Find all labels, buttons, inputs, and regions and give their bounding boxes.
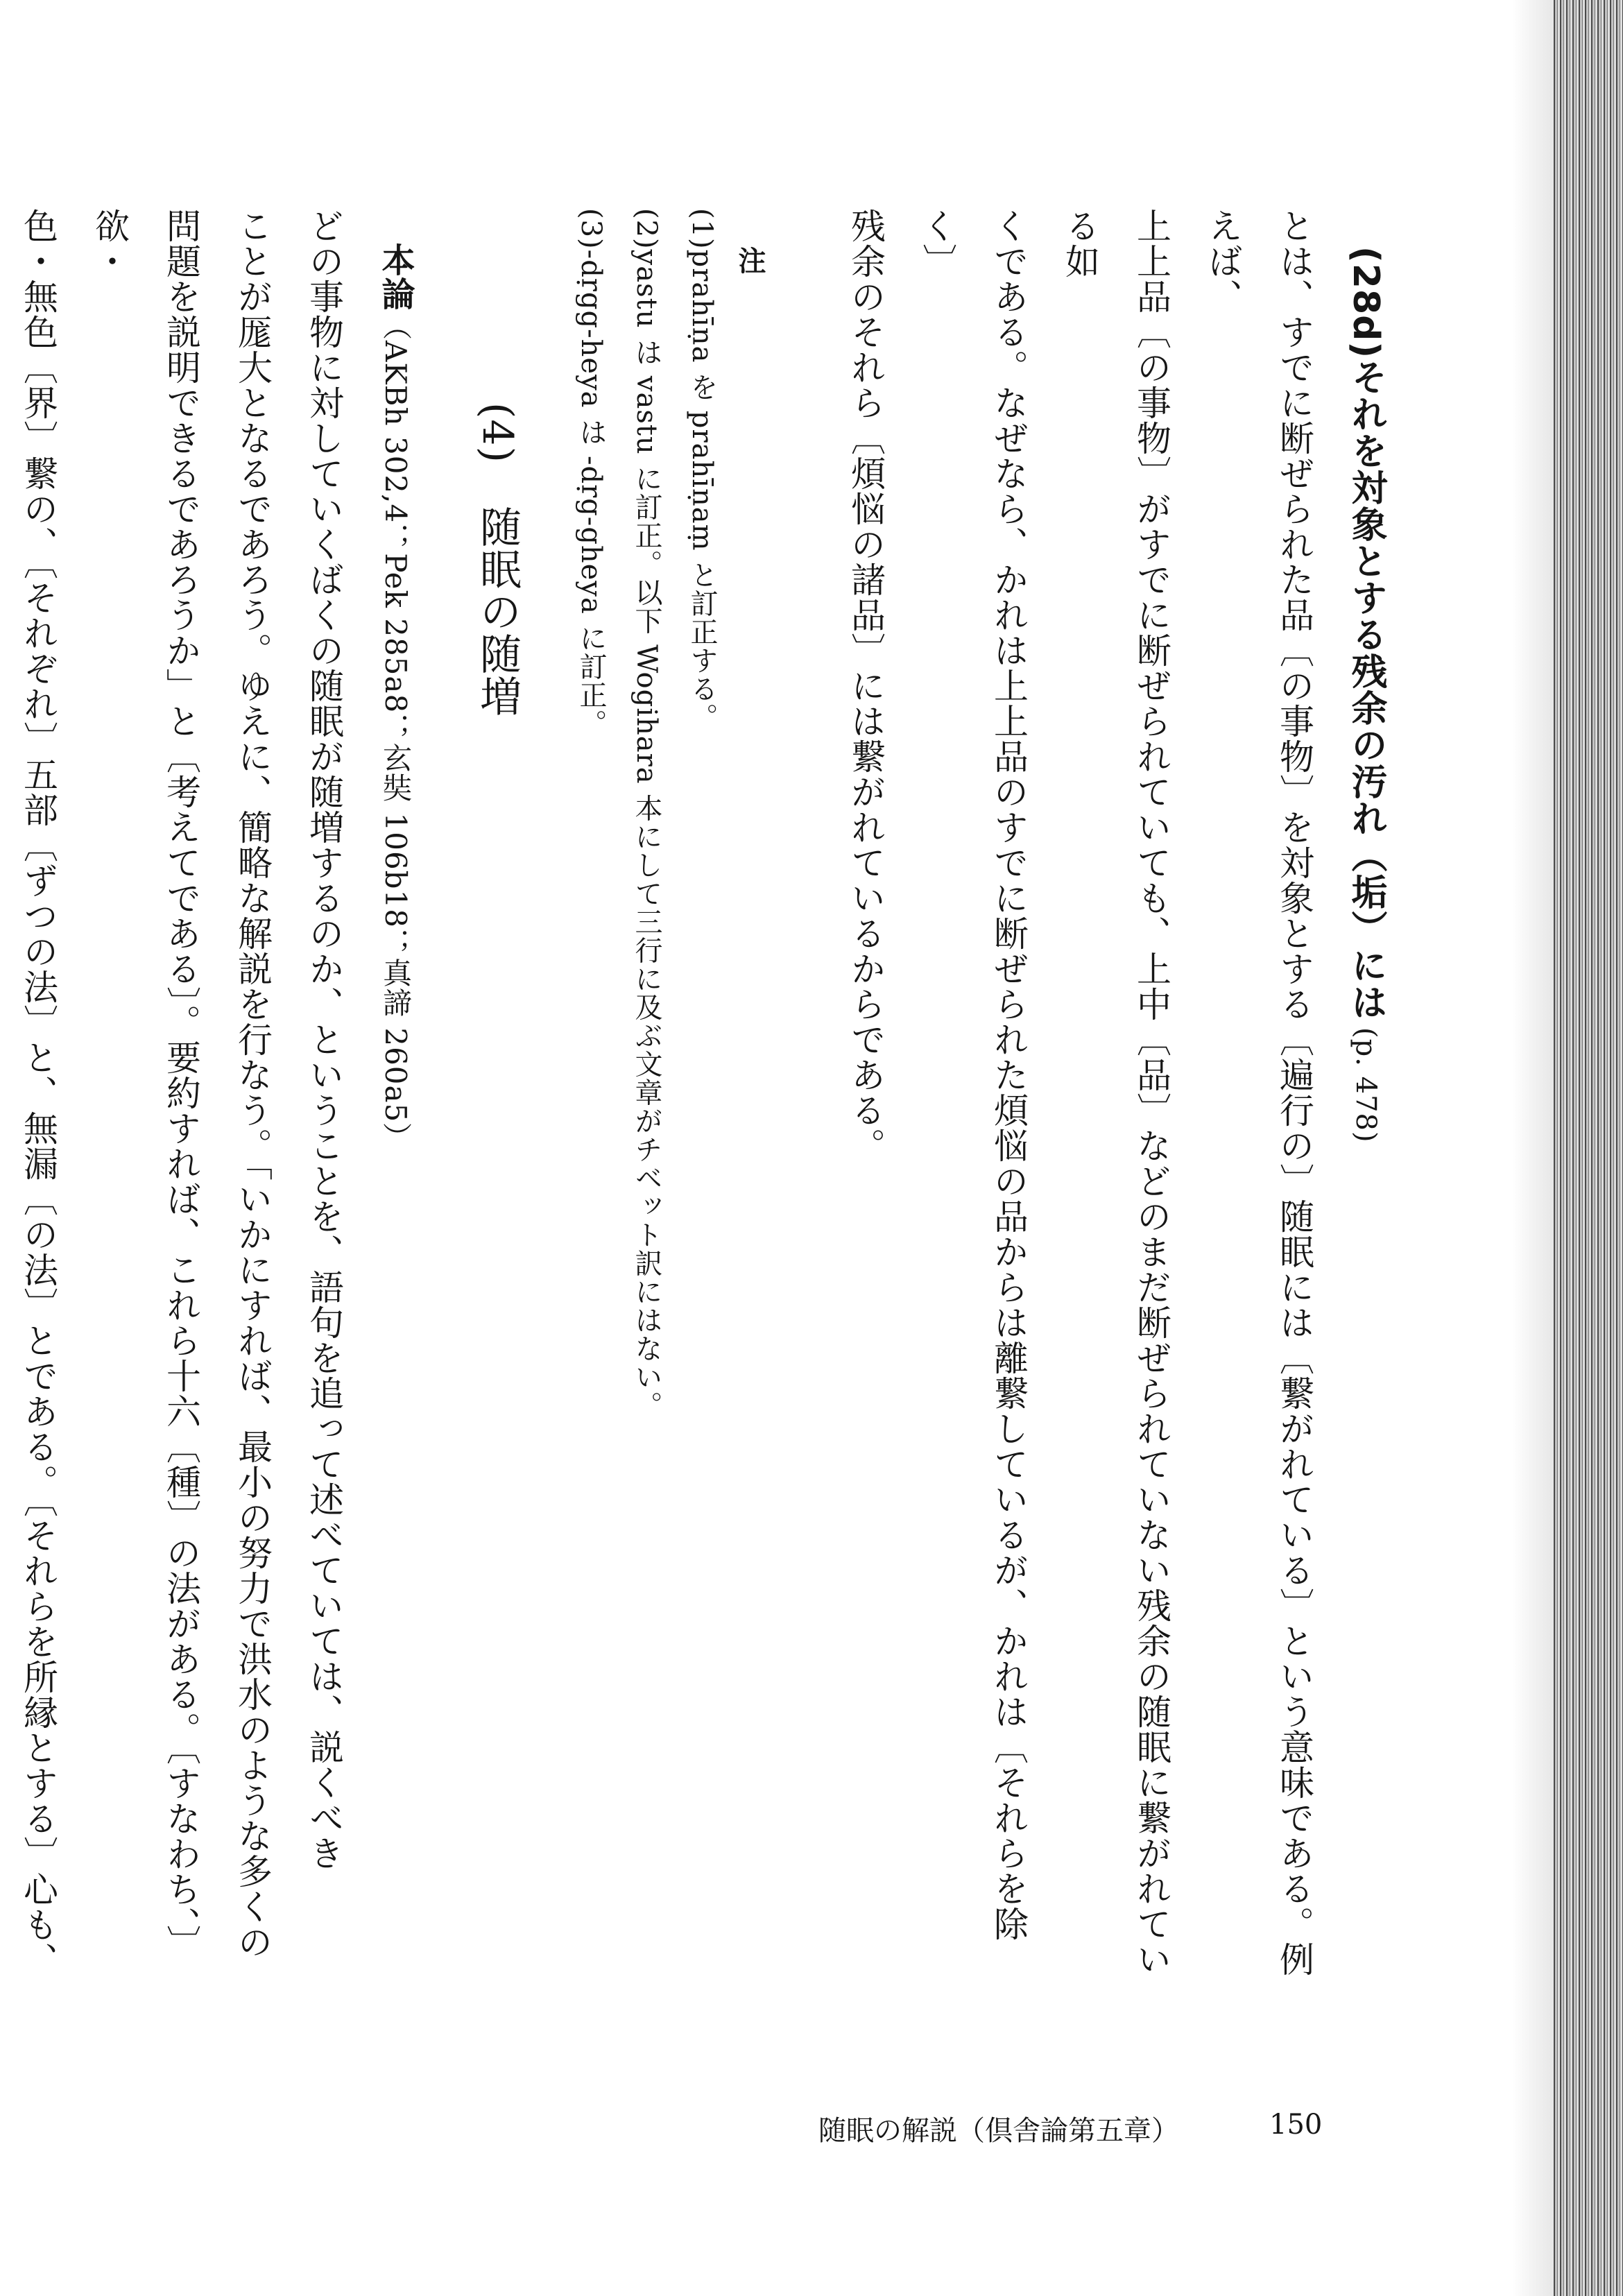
column-gap xyxy=(785,208,830,1984)
main-body xyxy=(0,208,359,1984)
note-number: (3) xyxy=(575,208,607,250)
verse-commentary xyxy=(830,208,1330,1984)
note-number: (1) xyxy=(686,208,718,250)
notes-list xyxy=(563,208,730,1984)
verse-page-ref: (p. 478) xyxy=(1350,1027,1382,1143)
book-gutter xyxy=(1554,0,1623,2296)
body-line: どの事物に対していくばくの随眠が随増するのか、ということを、語句を追って述べていては、説くべき xyxy=(304,208,344,1871)
note-item xyxy=(619,208,674,1984)
note-item xyxy=(674,208,730,1984)
verse-number: (28d) xyxy=(1345,246,1386,359)
note-text: -dṛgg-heya は -dṛg-gheya に訂正。 xyxy=(575,249,607,738)
commentary-line: 残余のそれら〔煩悩の諸品〕には繋がれているからである。 xyxy=(845,208,886,1163)
gutter-shadow xyxy=(1512,0,1554,2296)
note-text: prahīṇa を prahīṇaṃ と訂正する。 xyxy=(686,249,718,732)
running-head: 随眠の解説（倶舎論第五章） xyxy=(818,2115,1179,2147)
verse-heading-28d xyxy=(1330,208,1401,1984)
honron-heading xyxy=(359,208,431,1984)
note-text: yastu は vastu に訂正。以下 Wogihara 本にして三行に及ぶ文章がチベット訳にはない。 xyxy=(630,249,662,1420)
body-line: 色・無色〔界〕繋の、〔それぞれ〕五部〔ずつの法〕と、無漏〔の法〕とである。〔それらを所縁とする〕心も、 xyxy=(18,208,58,1978)
page-footer xyxy=(0,2109,1623,2150)
section-heading: (4) 随眠の随増 xyxy=(473,402,522,717)
honron-label: 本論 xyxy=(376,243,415,311)
commentary-line: 上上品〔の事物〕がすでに断ぜられていても、上中〔品〕などのまだ断ぜられていない残余の随眠に繋がれている如 xyxy=(1060,208,1171,1977)
note-number: (2) xyxy=(630,208,662,250)
page-number: 150 xyxy=(1269,2109,1323,2141)
body-line: ことが厖大となるであろう。ゆえに、簡略な解説を行なう。「いかにすれば、最小の努力で洪水のような多くの xyxy=(232,208,273,1960)
commentary-line: くである。なぜなら、かれは上上品のすでに断ぜられた煩悩の品からは離繋しているが、かれは〔それらを除く〕 xyxy=(917,208,1029,1942)
commentary-line: とは、すでに断ぜられた品〔の事物〕を対象とする〔遍行の〕随眠には〔繋がれている〕という意味である。例えば、 xyxy=(1203,208,1314,1977)
notes-heading: 注 xyxy=(734,246,766,275)
verse-heading-text: それを対象とする残余の汚れ（垢）には xyxy=(1345,359,1386,1021)
body-line: 問題を説明できるであろうか」と〔考えてである〕。要約すれば、これら十六〔種〕の法がある。〔すなわち、〕欲・ xyxy=(89,208,201,1960)
note-item xyxy=(563,208,619,1984)
page-body xyxy=(18,208,1401,1984)
honron-source-ref: （AKBh 302,4；Pek 285a8；玄奘 106b18；真諦 260a5） xyxy=(379,311,413,1153)
